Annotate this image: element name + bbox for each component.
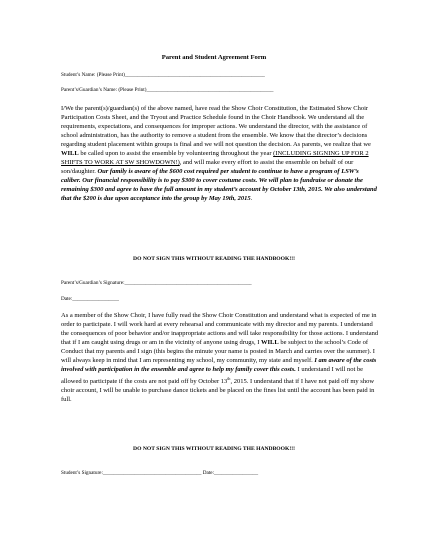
guardian-name-field[interactable]: Parent’s/Guardian’s Name: (Please Print)_________________________________________________ (61, 87, 274, 93)
para1-text-b: be called upon to assist the ensemble by volunteering throughout the year (78, 150, 274, 157)
handbook-warning-2: DO NOT SIGN THIS WITHOUT READING THE HANDBOOK!!! (133, 446, 295, 452)
para2-will: WILL (261, 339, 279, 346)
para1-text-c: , and will make every effort to assist the ensemble on behalf of our son/daughter. (61, 159, 354, 175)
para1-period: . (250, 195, 253, 202)
guardian-signature-field[interactable]: Parent’s/Guardian’s Signature:_________________________________________________ (61, 280, 252, 286)
para2-text-b: be subject to the school’s Code of Conduct that my parents and I sign (this begins the minute your name is posted in March and carries over the summer). I will always keep in mind that I am representing my school, my community, my state and myself. (61, 339, 375, 364)
student-signature-field[interactable]: Student’s Signature:______________________________________ Date:_________________ (61, 470, 259, 476)
para2-superscript: th (227, 376, 231, 381)
guardian-date-field[interactable]: Date:__________________ (61, 296, 119, 302)
para1-volunteer-shifts: (INCLUDING SIGNING UP FOR 2 SHIFTS TO WORK AT SW SHOWDOWN!) (61, 150, 369, 166)
para1-will: WILL (61, 150, 79, 157)
para2-costs-statement: I am aware of the costs involved with participation in the ensemble and agree to help my family cover this costs. (61, 357, 377, 373)
student-agreement-paragraph (61, 311, 379, 404)
handbook-warning-1: DO NOT SIGN THIS WITHOUT READING THE HANDBOOK!!! (133, 256, 295, 262)
student-name-field[interactable]: Student’s Name: (Please Print)______________________________________________________ (61, 72, 265, 78)
para2-text-a: As a member of the Show Choir, I have fully read the Show Choir Constitution and understand what is expected of me in order to participate. I will work hard at every rehearsal and communicate with my director and my parents. I understand the consequences of poor behavior and/or inappropriate actions and will take responsibility for those actions. I understand that if I am caught using drugs or am in the vicinity of anyone using drugs, I (61, 312, 379, 346)
para1-text-a: I/We the parent(s)/guardian(s) of the above named, have read the Show Choir Constitution, the Estimated Show Choir Participation Costs Sheet, and the Tryout and Practice Schedule found in the Choir Handbook. We understand all the requirements, expectations, and consequences for improper actions. We understand the director, with the assistance of school administration, has the authority to remove a student from the ensemble. We know that the director’s decisions regarding student placement within groups is final and we will not question the decision. As parents, we realize that we (61, 105, 371, 148)
para2-text-d: , 2015. I understand that if I have not paid off my show choir account, I will be unable to purchase dance tickets and be placed on the fines list until the account has been paid in full. (61, 378, 375, 404)
para1-financial-terms: Our family is aware of the $600 cost required per student to continue to have a program of LSW’s caliber. Our financial responsibility is to pay $300 to cover costume costs. We will plan to fundraise or donate the remaining $300 and agree to have the full amount in my student’s account by October 13th, 2015. We also understand that the $200 is due upon acceptance into the group by May 19th, 2015 (61, 168, 377, 202)
form-title: Parent and Student Agreement Form (161, 54, 267, 61)
parent-agreement-paragraph (61, 104, 379, 203)
para2-text-c: I understand I will not be allowed to participate if the costs are not paid off by October 13 (61, 366, 364, 386)
